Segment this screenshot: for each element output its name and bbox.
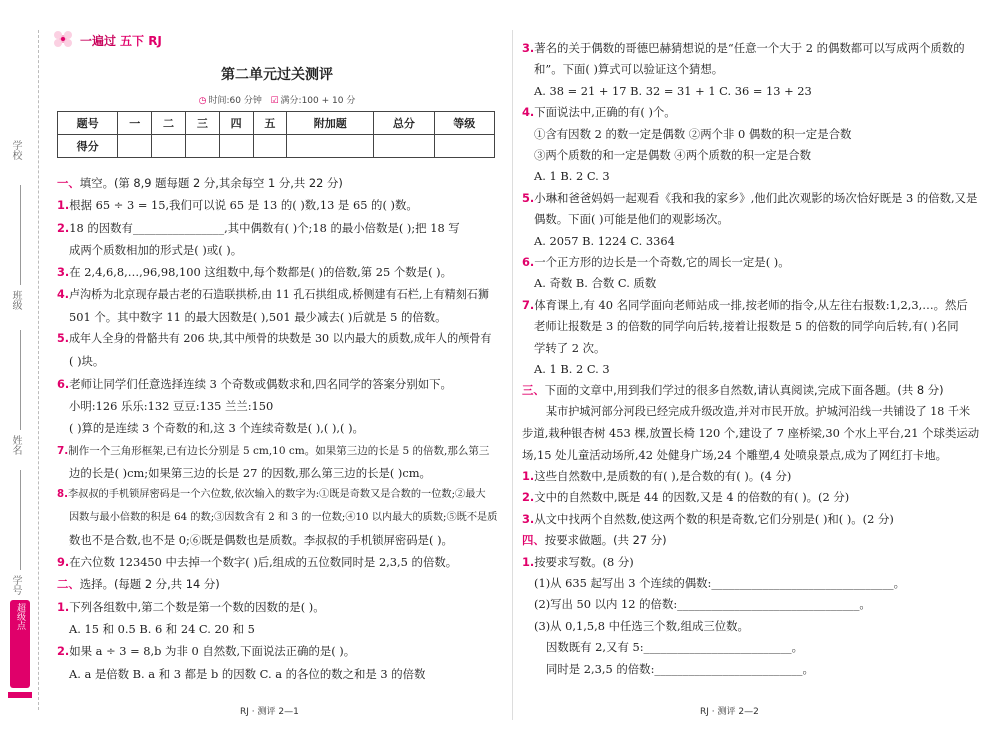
question-number: 2.: [57, 220, 70, 235]
passage-line: 某市护城河部分河段已经完成升级改造,并对市民开放。护城河沿线一共铺设了 18 千米: [546, 404, 971, 418]
question: [57, 331, 491, 347]
question-continuation: (3)从 0,1,5,8 中任选三个数,组成三位数。: [534, 618, 749, 633]
question-number: 9.: [57, 555, 70, 570]
question-number: 2.: [57, 644, 70, 659]
score-entry-cell[interactable]: [434, 135, 494, 158]
footer-left: RJ · 测评 2—1: [240, 707, 299, 717]
publisher-logo: 超级点: [10, 600, 30, 688]
question-text: 制作一个三角形框架,已有边长分别是 5 cm,10 cm。如果第三边的长是 5 的倍数,那么第三: [68, 444, 490, 457]
question-continuation: 501 个。其中数字 11 的最大因数是( ),501 最少减去( )后就是 5 的倍数。: [69, 309, 447, 324]
school-blank: [20, 185, 21, 285]
score-entry-cell[interactable]: [253, 135, 287, 158]
page-divider: [512, 30, 513, 720]
question-text: 老师让同学们任意选择连续 3 个奇数或偶数求和,四名同学的答案分别如下。: [69, 376, 452, 391]
full-score: 满分:100 + 10 分: [280, 96, 356, 106]
question-number: 8.: [57, 489, 68, 501]
section-heading: [522, 382, 944, 398]
table-cell: 附加题: [287, 112, 374, 135]
question-continuation: (1)从 635 起写出 3 个连续的偶数:________________________________。: [534, 576, 905, 590]
table-cell: 五: [253, 112, 287, 135]
section-text: 按要求做题。(共 27 分): [544, 533, 667, 548]
brand: [80, 32, 162, 49]
page-title: 第二单元过关测评: [221, 67, 333, 83]
score-table-header-row: [58, 112, 495, 135]
question-continuation: A. 奇数 B. 合数 C. 质数: [534, 276, 657, 291]
question-continuation: ( )算的是连续 3 个奇数的和,这 3 个连续奇数是( ),( ),( )。: [69, 421, 364, 436]
section-number: 一、: [57, 176, 80, 190]
question-continuation: 边的长是( )cm;如果第三边的长是 27 的因数,那么第三边的长是( )cm。: [69, 465, 431, 480]
section-number: 四、: [522, 533, 545, 548]
question: [57, 264, 452, 280]
question: [522, 190, 977, 206]
score-entry-cell[interactable]: [185, 135, 219, 158]
id-label: 学号: [10, 575, 21, 595]
question-text: 这些自然数中,是质数的有( ),是合数的有( )。(4 分): [534, 469, 792, 483]
brand-name: 一遍过: [80, 34, 117, 48]
table-cell: 总分: [374, 112, 434, 135]
question-continuation: ③两个质数的和一定是偶数 ④两个质数的积一定是合数: [534, 148, 811, 162]
question-number: 3.: [57, 265, 70, 280]
question-continuation: A. 1 B. 2 C. 3: [534, 362, 610, 376]
school-label: 学校: [10, 140, 21, 160]
question-number: 6.: [57, 376, 70, 391]
passage-line: 因数既有 2,又有 5:__________________________。: [546, 640, 804, 655]
class-label: 班级: [10, 290, 21, 310]
score-entry-cell[interactable]: [287, 135, 374, 158]
score-entry-cell[interactable]: [219, 135, 253, 158]
section-text: 填空。(第 8,9 题每题 2 分,其余每空 1 分,共 22 分): [79, 176, 343, 190]
score-entry-cell[interactable]: [152, 135, 186, 158]
time-limit: 时间:60 分钟: [208, 96, 262, 106]
table-cell: 等级: [434, 112, 494, 135]
question: [57, 376, 452, 392]
section-heading: [57, 576, 220, 592]
question-number: 3.: [522, 41, 535, 55]
question-number: 1.: [57, 198, 70, 213]
question-continuation: (2)写出 50 以内 12 的倍数:________________________________。: [534, 597, 871, 612]
logo-bar: [8, 692, 32, 698]
table-cell: 二: [152, 112, 186, 135]
question-number: 5.: [522, 190, 535, 205]
question-continuation: A. 2057 B. 1224 C. 3364: [534, 233, 675, 248]
question-continuation: 偶数。下面( )可能是他们的观影场次。: [534, 212, 729, 227]
question-text: 文中的自然数中,既是 44 的因数,又是 4 的倍数的有( )。(2 分): [534, 490, 850, 505]
table-cell: 三: [185, 112, 219, 135]
question-continuation: A. a 是倍数 B. a 和 3 都是 b 的因数 C. a 的各位的数之和是 3 的倍数: [69, 666, 426, 681]
question-text: 下列各组数中,第二个数是第一个数的因数的是( )。: [69, 599, 325, 614]
question-continuation: 学转了 2 次。: [534, 340, 606, 355]
question-continuation: 数也不是合数,也不是 0;⑥既是偶数也是质数。李叔叔的手机锁屏密码是( )。: [69, 532, 453, 547]
question: [522, 254, 790, 270]
question-text: 在六位数 123450 中去掉一个数字( )后,组成的五位数同时是 2,3,5 的倍数。: [69, 555, 458, 570]
name-blank: [20, 470, 21, 570]
question-continuation: 和”。下面( )算式可以验证这个猜想。: [534, 62, 724, 77]
question-continuation: A. 38 = 21 + 17 B. 32 = 31 + 1 C. 36 = 13 + 23: [534, 83, 812, 98]
check-icon: ☑: [270, 96, 279, 106]
question-text: 按要求写数。(8 分): [534, 554, 634, 569]
question-number: 5.: [57, 332, 69, 346]
passage-line: 同时是 2,3,5 的倍数:__________________________。: [546, 661, 814, 676]
score-table: [57, 111, 495, 158]
question-number: 2.: [522, 490, 535, 505]
question-continuation: A. 15 和 0.5 B. 6 和 24 C. 20 和 5: [69, 622, 255, 636]
question: [522, 40, 965, 56]
question: [57, 287, 489, 303]
question-continuation: 小明:126 乐乐:132 豆豆:135 兰兰:150: [69, 399, 274, 413]
question-continuation: A. 1 B. 2 C. 3: [534, 169, 610, 184]
clock-icon: ◷: [198, 96, 207, 106]
passage-line: 场,15 处儿童活动场所,42 处健身广场,24 个雕塑,4 处喷泉景点,成为了网红打卡地。: [522, 447, 948, 462]
question-number: 1.: [522, 554, 535, 569]
question-text: 李叔叔的手机锁屏密码是一个六位数,依次输入的数字为:①既是奇数又是合数的一位数;②最大: [67, 489, 486, 501]
brand-grade: 五下 RJ: [120, 34, 162, 48]
cut-line: [38, 30, 39, 710]
table-cell: 一: [118, 112, 152, 135]
question-text: 在 2,4,6,8,…,96,98,100 这组数中,每个数都是( )的倍数,第 25 个数是( )。: [69, 265, 452, 280]
question-continuation: 成两个质数相加的形式是( )或( )。: [69, 242, 243, 257]
question-text: 卢沟桥为北京现存最古老的石造联拱桥,由 11 孔石拱组成,桥侧建有石栏,上有精刻石狮: [68, 287, 489, 301]
question-number: 6.: [522, 255, 535, 269]
question-number: 3.: [522, 511, 535, 526]
question-continuation: 因数与最小倍数的积是 64 的数;③因数含有 2 和 3 的一位数;④10 以内最大的质数;⑤既不是质: [69, 511, 498, 523]
question-number: 1.: [522, 469, 535, 483]
question-continuation: ( )块。: [69, 354, 105, 369]
question-number: 4.: [57, 287, 69, 301]
section-text: 选择。(每题 2 分,共 14 分): [79, 577, 220, 592]
question: [522, 554, 634, 570]
question-text: 18 的因数有________________,其中偶数有( )个;18 的最小倍数是( );把 18 写: [69, 220, 460, 235]
question-continuation: 老师让报数是 3 的倍数的同学向后转,接着让报数是 5 的倍数的同学向后转,有( )名同: [534, 319, 959, 334]
question-text: 体育课上,有 40 名同学面向老师站成一排,按老师的指令,从左往右报数:1,2,3,…。然后: [534, 297, 968, 312]
question-text: 下面说法中,正确的有( )个。: [534, 105, 676, 120]
section-heading: [522, 532, 667, 548]
name-label: 姓名: [10, 435, 21, 455]
score-entry-cell[interactable]: [118, 135, 152, 158]
question: [57, 487, 486, 503]
question-text: 根据 65 ÷ 3 = 15,我们可以说 65 是 13 的( )数,13 是 65 的( )数。: [69, 198, 418, 213]
binding-strip: [0, 0, 48, 735]
question-text: 一个正方形的边长是一个奇数,它的周长一定是( )。: [534, 255, 790, 269]
section-text: 下面的文章中,用到我们学过的很多自然数,请认真阅读,完成下面各题。(共 8 分): [544, 383, 944, 398]
question-text: 从文中找两个自然数,使这两个数的积是奇数,它们分别是( )和( )。(2 分): [534, 511, 894, 526]
exam-meta: [57, 93, 497, 106]
question-continuation: ①含有因数 2 的数一定是偶数 ②两个非 0 偶数的积一定是合数: [534, 126, 852, 141]
class-blank: [20, 330, 21, 430]
section-number: 三、: [522, 383, 545, 398]
question: [522, 511, 894, 527]
question-text: 小琳和爸爸妈妈一起观看《我和我的家乡》,他们此次观影的场次恰好既是 3 的倍数,又是: [534, 190, 978, 205]
question: [522, 104, 676, 120]
footer-right: RJ · 测评 2—2: [700, 707, 759, 717]
question-number: 7.: [57, 444, 69, 457]
question: [522, 489, 849, 505]
question: [57, 599, 325, 615]
table-cell: 四: [219, 112, 253, 135]
table-cell: 题号: [58, 112, 118, 135]
question-number: 4.: [522, 105, 535, 120]
table-cell: 得分: [58, 135, 118, 158]
score-table-score-row: [58, 135, 495, 158]
passage-line: 步道,栽种银杏树 453 棵,放置长椅 120 个,建设了 7 座桥梁,30 个水上平台,21 个球类运动: [522, 426, 980, 441]
section-heading: [57, 175, 343, 191]
question-text: 如果 a ÷ 3 = 8,b 为非 0 自然数,下面说法正确的是( )。: [69, 644, 356, 659]
flower-icon: [52, 28, 74, 50]
question-text: 著名的关于偶数的哥德巴赫猜想说的是“任意一个大于 2 的偶数都可以写成两个质数的: [534, 41, 965, 55]
question: [57, 220, 460, 236]
question: [57, 443, 489, 459]
question: [522, 468, 791, 484]
question: [522, 297, 968, 313]
section-number: 二、: [57, 577, 80, 592]
question: [57, 554, 457, 570]
question: [57, 643, 355, 659]
question: [57, 197, 418, 213]
question-number: 1.: [57, 599, 70, 614]
question-text: 成年人全身的骨骼共有 206 块,其中颅骨的块数是 30 以内最大的质数,成年人的颅骨有: [68, 332, 492, 346]
question-number: 7.: [522, 297, 535, 312]
score-entry-cell[interactable]: [374, 135, 434, 158]
